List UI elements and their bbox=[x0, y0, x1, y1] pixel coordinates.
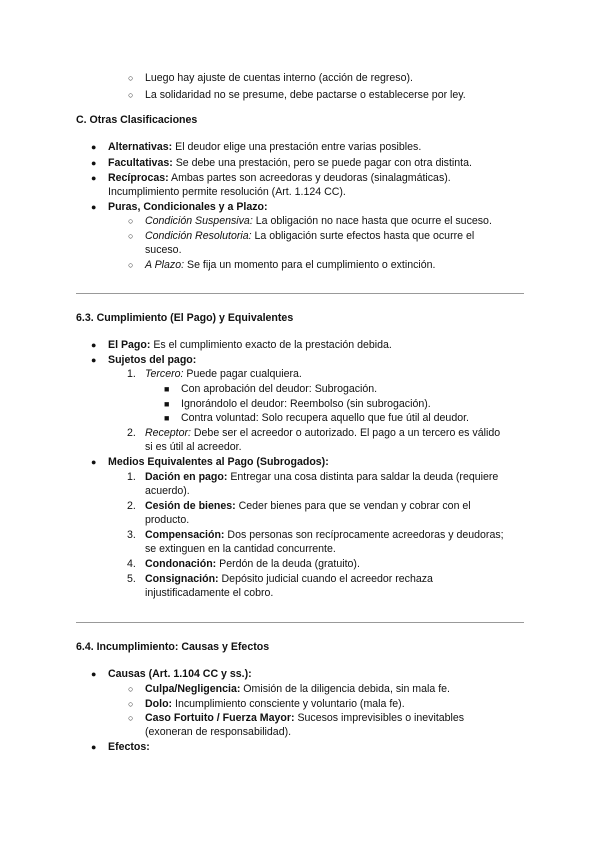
bullet-icon: ● bbox=[91, 340, 97, 350]
list-item: Puras, Condicionales y a Plazo: bbox=[108, 201, 268, 213]
circle-bullet-icon: ○ bbox=[128, 713, 134, 723]
list-item: Con aprobación del deudor: Subrogación. bbox=[181, 383, 378, 395]
horizontal-divider bbox=[76, 293, 524, 294]
section-heading: C. Otras Clasificaciones bbox=[76, 114, 198, 126]
list-item: Medios Equivalentes al Pago (Subrogados): bbox=[108, 456, 329, 468]
list-item-continuation: suceso. bbox=[145, 244, 182, 256]
list-item: Alternativas: El deudor elige una prestación entre varias posibles. bbox=[108, 141, 422, 153]
list-item: Efectos: bbox=[108, 741, 150, 753]
section-heading: 6.4. Incumplimiento: Causas y Efectos bbox=[76, 641, 270, 653]
list-item-continuation: si es útil al acreedor. bbox=[145, 441, 242, 453]
list-item: El Pago: Es el cumplimiento exacto de la prestación debida. bbox=[108, 339, 392, 351]
circle-bullet-icon: ○ bbox=[128, 90, 134, 100]
list-item-continuation: se extinguen en la cantidad concurrente. bbox=[145, 543, 336, 555]
circle-bullet-icon: ○ bbox=[128, 260, 134, 270]
bullet-icon: ● bbox=[91, 669, 97, 679]
section-heading: 6.3. Cumplimiento (El Pago) y Equivalentes bbox=[76, 312, 294, 324]
list-item: Receptor: Debe ser el acreedor o autorizado. El pago a un tercero es válido bbox=[145, 427, 501, 439]
square-bullet-icon: ■ bbox=[164, 384, 170, 394]
list-item-continuation: Incumplimiento permite resolución (Art. 1.124 CC). bbox=[108, 186, 346, 198]
bullet-icon: ● bbox=[91, 158, 97, 168]
list-item: Consignación: Depósito judicial cuando el acreedor rechaza bbox=[145, 573, 433, 585]
bullet-icon: ● bbox=[91, 355, 97, 365]
list-number: 3. bbox=[127, 529, 136, 541]
circle-bullet-icon: ○ bbox=[128, 684, 134, 694]
list-item-continuation: acuerdo). bbox=[145, 485, 190, 497]
list-item: Dolo: Incumplimiento consciente y voluntario (mala fe). bbox=[145, 698, 405, 710]
list-item: Sujetos del pago: bbox=[108, 354, 197, 366]
list-item: Causas (Art. 1.104 CC y ss.): bbox=[108, 668, 252, 680]
bullet-icon: ● bbox=[91, 202, 97, 212]
list-item: Caso Fortuito / Fuerza Mayor: Sucesos imprevisibles o inevitables bbox=[145, 712, 465, 724]
list-item-continuation: (exoneran de responsabilidad). bbox=[145, 726, 292, 738]
list-item: Ignorándolo el deudor: Reembolso (sin subrogación). bbox=[181, 398, 431, 410]
list-item: Condición Suspensiva: La obligación no nace hasta que ocurre el suceso. bbox=[145, 215, 492, 227]
square-bullet-icon: ■ bbox=[164, 399, 170, 409]
list-item-continuation: producto. bbox=[145, 514, 190, 526]
list-item: Facultativas: Se debe una prestación, pero se puede pagar con otra distinta. bbox=[108, 157, 472, 169]
bullet-icon: ● bbox=[91, 457, 97, 467]
list-item: Contra voluntad: Solo recupera aquello que fue útil al deudor. bbox=[181, 412, 469, 424]
list-item: Luego hay ajuste de cuentas interno (acción de regreso). bbox=[145, 72, 413, 84]
list-item: Compensación: Dos personas son recíprocamente acreedoras y deudoras; bbox=[145, 529, 504, 541]
list-number: 2. bbox=[127, 500, 136, 512]
circle-bullet-icon: ○ bbox=[128, 231, 134, 241]
square-bullet-icon: ■ bbox=[164, 413, 170, 423]
list-item: La solidaridad no se presume, debe pactarse o establecerse por ley. bbox=[145, 89, 466, 101]
list-item: Dación en pago: Entregar una cosa distinta para saldar la deuda (requiere bbox=[145, 471, 499, 483]
list-number: 2. bbox=[127, 427, 136, 439]
list-item: Condición Resolutoria: La obligación surte efectos hasta que ocurre el bbox=[145, 230, 475, 242]
circle-bullet-icon: ○ bbox=[128, 699, 134, 709]
bullet-icon: ● bbox=[91, 173, 97, 183]
bullet-icon: ● bbox=[91, 742, 97, 752]
bullet-icon: ● bbox=[91, 142, 97, 152]
list-item: Culpa/Negligencia: Omisión de la diligencia debida, sin mala fe. bbox=[145, 683, 450, 695]
list-item-continuation: injustificadamente el cobro. bbox=[145, 587, 274, 599]
list-item: Recíprocas: Ambas partes son acreedoras y deudoras (sinalagmáticas). bbox=[108, 172, 451, 184]
list-number: 1. bbox=[127, 368, 136, 380]
list-item: Tercero: Puede pagar cualquiera. bbox=[145, 368, 302, 380]
list-number: 5. bbox=[127, 573, 136, 585]
horizontal-divider bbox=[76, 622, 524, 623]
list-item: Cesión de bienes: Ceder bienes para que se vendan y cobrar con el bbox=[145, 500, 471, 512]
list-number: 4. bbox=[127, 558, 136, 570]
list-item: Condonación: Perdón de la deuda (gratuito). bbox=[145, 558, 360, 570]
circle-bullet-icon: ○ bbox=[128, 216, 134, 226]
list-item: A Plazo: Se fija un momento para el cumplimiento o extinción. bbox=[145, 259, 436, 271]
circle-bullet-icon: ○ bbox=[128, 73, 134, 83]
list-number: 1. bbox=[127, 471, 136, 483]
